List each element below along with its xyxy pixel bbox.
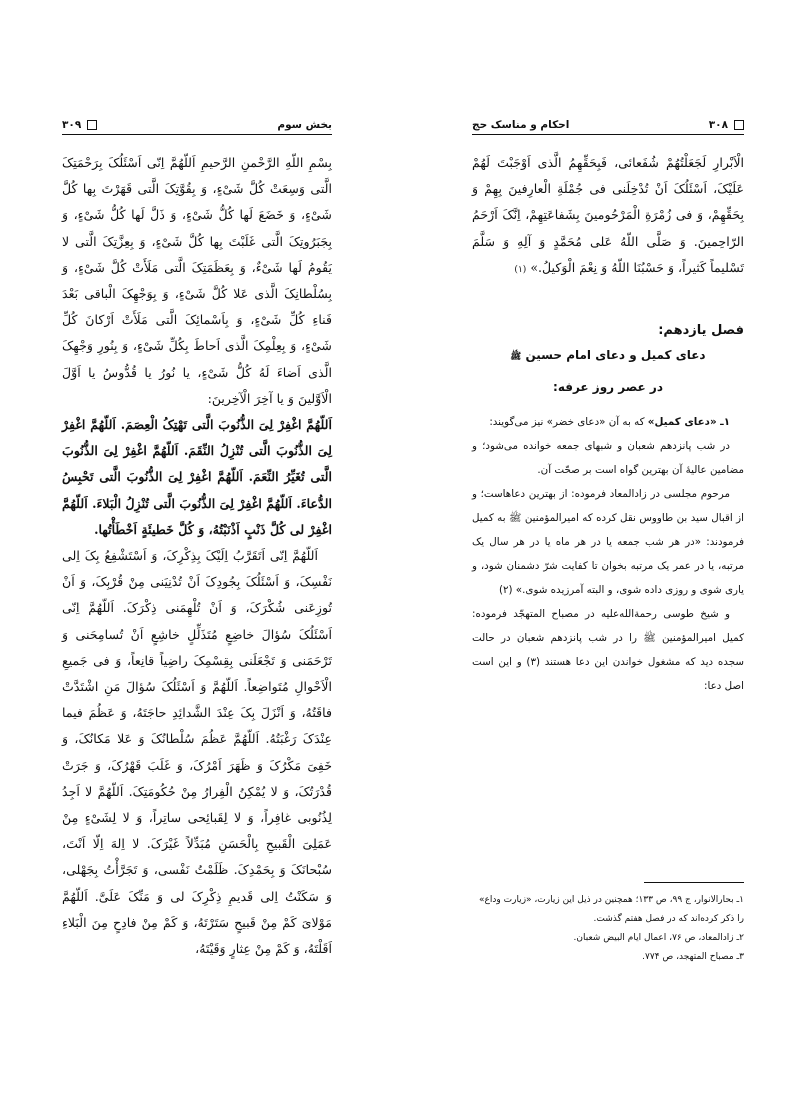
footnote: ۳ـ مصباح المتهجد، ص ۷۷۴. [642,952,744,962]
persian-paragraph: مرحوم مجلسی در زادالمعاد فرموده: از بهترین دعاهاست؛ و از اقبال سید بن طاووس نقل کرده که امیرالمؤمنین ﷺ به کمیل فرمودند: «در هر شب جمعه یا در هر ماه یا در هر سال یک مرتبه، یا در عمر یک مرتبه بخوان تا کفایت شرّ دشمنان شود، و یاری شوی و روزی داده شوی، و البته آمرزیده شوی.» (۲) [472,488,744,597]
right-page [472,112,744,1012]
left-running-header [62,112,332,135]
square-icon [87,120,97,130]
item-intro [472,410,744,434]
footnote-ref: (۱) [514,264,527,275]
arabic-continuation-text: الْاَبْرارِ لَجَعَلْتُهُمْ شُفَعائی، فَبِحَقِّهِمُ الَّذی اَوْجَبْتَ لَهُمْ عَلَیْکَ، اَسْئَلُکَ اَنْ تُدْخِلَنی فی جُمْلَةِ الْعارِفینَ بِهِمْ وَ بِحَقِّهِمْ، وَ فی زُمْرَةِ الْمَرْحُومینَ بِشَفاعَتِهِمْ، اِنَّکَ اَرْحَمُ الرّاحِمینَ. وَ صَلَّی اللّهُ عَلی مُحَمَّدٍ وَ آلِهِ وَ سَلَّمَ تَسْلیماً کَثیراً، وَ حَسْبُنَا اللّهُ وَ نِعْمَ الْوَکیلُ.» [472,155,744,275]
section-heading: فصل یازدهم: [658,323,744,339]
left-page-number-text: ۳۰۹ [62,119,82,131]
arabic-paragraph: اَللّهُمَّ اِنّی اَتَقَرَّبُ اِلَیْکَ بِذِکْرِکَ، وَ اَسْتَشْفِعُ بِکَ اِلی نَفْسِکَ، وَ اَسْئَلُکَ بِجُودِکَ اَنْ تُدْنِیَنی مِنْ قُرْبِکَ، وَ اَنْ تُوزِعَنی شُکْرَکَ، وَ اَنْ تُلْهِمَنی ذِکْرَکَ. اَللّهُمَّ اِنّی اَسْئَلُکَ سُؤالَ خاضِعٍ مُتَذَلِّلٍ خاشِعٍ اَنْ تُسامِحَنی وَ تَرْحَمَنی وَ تَجْعَلَنی بِقِسْمِکَ راضِیاً قانِعاً، وَ فی جَمیعِ الْاَحْوالِ مُتَواضِعاً. اَللّهُمَّ وَ اَسْئَلُکَ سُؤالَ مَنِ اشْتَدَّتْ فاقَتُهُ، وَ اَنْزَلَ بِکَ عِنْدَ الشَّدائِدِ حاجَتَهُ، وَ عَظُمَ فیما عِنْدَکَ رَغْبَتُهُ. اَللّهُمَّ عَظُمَ سُلْطانُکَ وَ عَلا مَکانُکَ، وَ خَفِیَ مَکْرُکَ وَ ظَهَرَ اَمْرُکَ، وَ غَلَبَ قَهْرُکَ، وَ جَرَتْ قُدْرَتُکَ، وَ لا یُمْکِنُ الْفِرارُ مِنْ حُکُومَتِکَ. اَللّهُمَّ لا اَجِدُ لِذُنُوبی غافِراً، وَ لا لِقَبائِحی ساتِراً، وَ لا لِشَیْءٍ مِنْ عَمَلِیَ الْقَبیحِ بِالْحَسَنِ مُبَدِّلاً غَیْرَکَ. لا اِلهَ اِلّا اَنْتَ، سُبْحانَکَ وَ بِحَمْدِکَ. ظَلَمْتُ نَفْسی، وَ تَجَرَّأْتُ بِجَهْلی، وَ سَکَنْتُ اِلی قَدیمِ ذِکْرِکَ لی وَ مَنِّکَ عَلَیَّ. اَللّهُمَّ مَوْلایَ کَمْ مِنْ قَبیحٍ سَتَرْتَهُ، وَ کَمْ مِنْ فادِحٍ مِنَ الْبَلاءِ اَقَلْتَهُ، وَ کَمْ مِنْ عِثارٍ وَقَیْتَهُ، [62,548,332,957]
persian-paragraph: در شب پانزدهم شعبان و شبهای جمعه خوانده می‌شود؛ و مضامین عالیهٔ آن بهترین گواه است بر صحّت آن. [472,440,744,477]
left-page [62,112,332,1012]
right-page-number-text: ۳۰۸ [708,119,728,131]
subheading-text: دعای کمیل و دعای امام حسین [525,348,706,363]
left-page-body [62,150,332,962]
left-page-number [62,119,97,134]
right-running-header [472,112,744,135]
right-header-title: احکام و مناسک حج [472,119,570,131]
arabic-continuation [472,150,744,283]
honorific-glyph: ﷺ [510,352,522,363]
arabic-paragraph: اَللّهُمَّ اغْفِرْ لِیَ الذُّنُوبَ الَّتی تَهْتِکُ الْعِصَمَ. اَللّهُمَّ اغْفِرْ لِیَ الذُّنُوبَ الَّتی تُنْزِلُ النِّقَمَ. اَللّهُمَّ اغْفِرْ لِیَ الذُّنُوبَ الَّتی تُغَیِّرُ النِّعَمَ. اَللّهُمَّ اغْفِرْ لِیَ الذُّنُوبَ الَّتی تَحْبِسُ الدُّعاءَ. اَللّهُمَّ اغْفِرْ لِیَ الذُّنُوبَ الَّتی تُنْزِلُ الْبَلاءَ. اَللّهُمَّ اغْفِرْ لی کُلَّ ذَنْبٍ اَذْنَبْتُهُ، وَ کُلَّ خَطیئَةٍ اَخْطَأْتُها. [62,417,332,537]
persian-text [472,410,744,698]
footnotes [472,882,744,967]
square-icon [734,120,744,130]
persian-paragraph: و شیخ طوسی رحمةالله‌علیه در مصباح المتهجّد فرموده: کمیل امیرالمؤمنین ﷺ را در شب پانزدهم شعبان در حالت سجده دید که مشغول خواندن این دعا هستند (۳) و این است اصل دعا: [472,608,744,693]
footnote: ۱ـ بحارالانوار، ج ۹۹، ص ۱۳۳؛ همچنین در ذیل این زیارت، «زیارت وداع» را ذکر کرده‌اند که در فصل هفتم گذشت. [479,895,744,924]
item-text: که به آن «دعای خضر» نیز می‌گویند: [489,416,645,429]
right-page-body [472,150,744,698]
right-page-number [709,119,744,134]
footnote-divider [644,882,744,883]
left-header-title: بخش سوم [277,119,332,131]
subheading-2: در عصر روز عرفه: [553,380,663,395]
item-lead: ۱ـ «دعای کمیل» [647,416,730,429]
footnote: ۲ـ زادالمعاد، ص ۷۶، اعمال ایام البیض شعبان. [573,933,744,943]
arabic-paragraph: بِسْمِ اللّهِ الرَّحْمنِ الرَّحیمِ اَللّهُمَّ اِنّی اَسْئَلُکَ بِرَحْمَتِکَ الَّتی وَسِعَتْ کُلَّ شَیْءٍ، وَ بِقُوَّتِکَ الَّتی قَهَرْتَ بِها کُلَّ شَیْءٍ، وَ خَضَعَ لَها کُلُّ شَیْءٍ، وَ ذَلَّ لَها کُلُّ شَیْءٍ، وَ بِجَبَرُوتِکَ الَّتی غَلَبْتَ بِها کُلَّ شَیْءٍ، وَ بِعِزَّتِکَ الَّتی لا یَقُومُ لَها شَیْءٌ، وَ بِعَظَمَتِکَ الَّتی مَلَأَتْ کُلَّ شَیْءٍ، وَ بِسُلْطانِکَ الَّذی عَلا کُلَّ شَیْءٍ، وَ بِوَجْهِکَ الْباقی بَعْدَ فَناءِ کُلِّ شَیْءٍ، وَ بِاَسْمائِکَ الَّتی مَلَأَتْ اَرْکانَ کُلِّ شَیْءٍ، وَ بِعِلْمِکَ الَّذی اَحاطَ بِکُلِّ شَیْءٍ، وَ بِنُورِ وَجْهِکَ الَّذی اَضاءَ لَهُ کُلُّ شَیْءٍ، یا نُورُ یا قُدُّوسُ یا اَوَّلَ الْاَوَّلینَ وَ یا آخِرَ الْآخِرینَ: [62,155,332,406]
subheading [472,342,744,370]
